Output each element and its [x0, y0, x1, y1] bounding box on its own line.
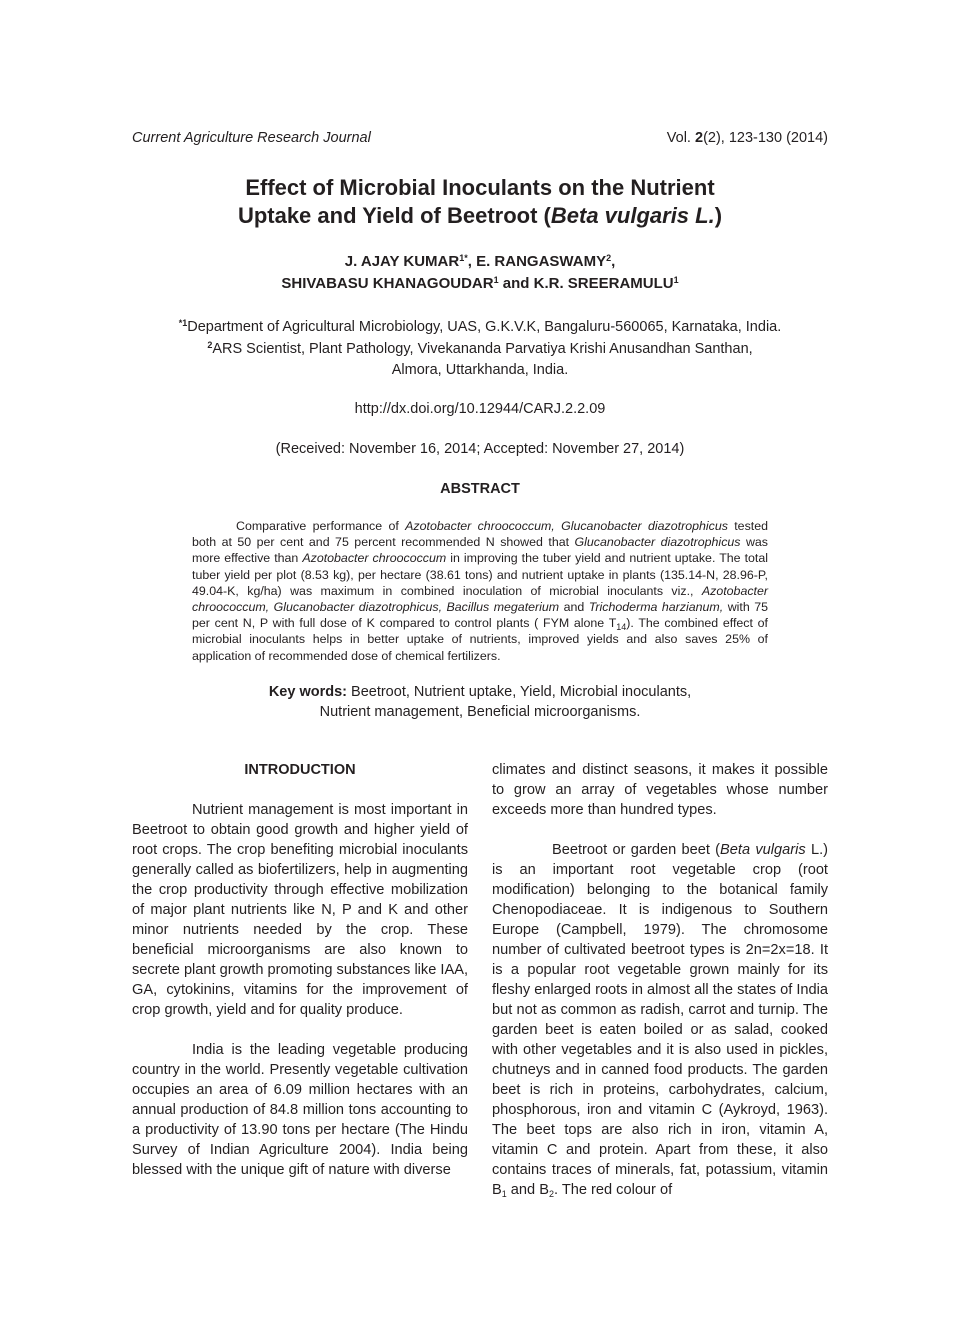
abstract-seg: was more effective than — [192, 535, 768, 566]
para-seg: Beta vulgaris — [720, 842, 806, 858]
abstract-seg: in improving the tuber yield and nutrient uptake. The total tuber yield per plot (8.53 kg), per hectare (38.61 tons) and nutrient uptake in plants (135.14-N, 28.96-P, 49.04-K, kg/ha) was maximum in combined inoculation of microbial inoculants viz., — [192, 551, 768, 598]
authors — [0, 251, 960, 295]
volume-info — [667, 130, 828, 146]
abstract-heading: ABSTRACT — [440, 481, 520, 497]
introduction-heading: INTRODUCTION — [244, 762, 356, 778]
abstract-seg: Comparative performance of — [236, 519, 406, 533]
intro-paragraph-2-cont: climates and distinct seasons, it makes it possible to grow an array of vegetables whose number exceeds more than hundred types. — [492, 762, 828, 818]
author-sup: 1 — [673, 275, 679, 285]
journal-name: Current Agriculture Research Journal — [132, 130, 371, 146]
abstract-seg: Trichoderma harzianum, — [588, 600, 724, 615]
keywords — [0, 682, 960, 722]
para-seg: Beetroot or garden beet ( — [552, 842, 721, 858]
abstract-sub: 14 — [616, 622, 627, 633]
author-sup: 1 — [493, 275, 499, 285]
intro-paragraph-1: Nutrient management is most important in Beetroot to obtain good growth and higher yield of root crops. The crop benefiting microbial inoculants generally called as biofertilizers, help in augmenting the crop productivity through effective mobilization of major plant nutrients like N, P and K and other minor nutrients needed by the crop. These beneficial microorganisms are also known to secrete plant growth promoting substances like IAA, GA, cytokinins, vitamins for the improvement of crop growth, yield and for quality produce. — [132, 802, 468, 1018]
intro-paragraph-3 — [492, 840, 828, 1200]
title-line-1: Effect of Microbial Inoculants on the Nutrient — [245, 175, 715, 200]
abstract-seg: Azotobacter chroococcum, Glucanobacter diazotrophicus, Bacillus megaterium — [192, 583, 768, 615]
abstract-seg: and — [559, 600, 589, 615]
title-species: Beta vulgaris L. — [550, 203, 715, 228]
author: and K.R. SREERAMULU — [498, 275, 674, 292]
doi-link[interactable]: http://dx.doi.org/10.12944/CARJ.2.2.09 — [354, 401, 606, 417]
affiliation-2-cont: Almora, Uttarkhanda, India. — [391, 362, 569, 378]
author-sep: , — [611, 253, 616, 270]
abstract-seg: Glucanobacter diazotrophicus — [574, 535, 741, 550]
author: SHIVABASU KHANAGOUDAR — [281, 275, 494, 292]
vol-rest: (2), 123-130 (2014) — [703, 130, 828, 146]
para-seg: L.) is an important root vegetable crop (root modification) belonging to the botanical family Chenopodiaceae. It is indigenous to Southern Europe (Campbell, 1979). The chromosome number of cultivated beetroot types is 2n=2x=18. It is a popular root vegetable grown mainly for its fleshy enlarged roots in almost all the states of India but not as common as radish, carrot and turnip. The garden beet is eaten boiled or as salad, cooked with other vegetables and it is also used in pickles, chutneys and in canned food products. The garden beet is rich in proteins, carbohydrates, calcium, phosphorous, iron and vitamin C (Aykroyd, 1963). The beet tops are also rich in iron, vitamin A, vitamin C and protein. Apart from these, it also contains traces of minerals, fat, potassium, vitamin B — [492, 842, 828, 1198]
intro-paragraph-2: India is the leading vegetable producing country in the world. Presently vegetable cultivation occupies an area of 6.09 million hectares with an annual production of 84.8 million tons accounting to a productivity of 13.90 tons per hectare (The Hindu Survey of Indian Agriculture 2004). India being blessed with the unique gift of nature with diverse — [132, 1042, 468, 1178]
left-column — [132, 760, 468, 1200]
right-column — [492, 760, 828, 1220]
author-sup: 1* — [459, 253, 468, 263]
para-sub: 1 — [501, 1189, 507, 1199]
abstract-seg: ). The combined effect of microbial inoculants helps in better uptake of nutrients, improved yields and also saves 25% of application of recommended dose of chemical fertilizers. — [192, 616, 768, 663]
vol-prefix: Vol. — [666, 130, 695, 146]
affiliation-1: Department of Agricultural Microbiology, UAS, G.K.V.K, Bangaluru-560065, Karnataka, India. — [187, 319, 782, 335]
keywords-line-2: Nutrient management, Beneficial microorganisms. — [319, 704, 641, 720]
received-dates: (Received: November 16, 2014; Accepted: November 27, 2014) — [275, 441, 685, 457]
title-text: Uptake and Yield of Beetroot ( — [237, 203, 551, 228]
author: J. AJAY KUMAR — [344, 253, 460, 270]
paper-title — [0, 174, 960, 230]
title-text: ) — [714, 203, 723, 228]
affiliation-2: ARS Scientist, Plant Pathology, Vivekananda Parvatiya Krishi Anusandhan Santhan, — [212, 340, 753, 357]
vol-number: 2 — [694, 130, 704, 146]
author: , E. RANGASWAMY — [467, 253, 607, 270]
aff-mark: 2 — [207, 339, 213, 350]
abstract-seg: tested both at 50 per cent and 75 percent recommended N showed that — [192, 519, 768, 550]
author-sup: 2 — [606, 253, 612, 263]
para-sub: 2 — [548, 1189, 554, 1199]
para-seg: . The red colour of — [553, 1182, 673, 1198]
abstract-seg: Azotobacter chroococcum — [302, 551, 447, 566]
title-line-2 — [0, 202, 960, 230]
abstract-seg: with 75 per cent N, P with full dose of K compared to control plants ( FYM alone T — [192, 600, 768, 631]
para-seg: and B — [506, 1182, 549, 1198]
abstract-text — [192, 518, 768, 664]
keywords-label: Key words: — [268, 684, 347, 700]
affiliations — [0, 317, 960, 382]
aff-mark: *1 — [178, 318, 188, 328]
keywords-line-1: Beetroot, Nutrient uptake, Yield, Microbial inoculants, — [347, 684, 692, 700]
abstract-seg: Azotobacter chroococcum, Glucanobacter diazotrophicus — [405, 519, 728, 533]
